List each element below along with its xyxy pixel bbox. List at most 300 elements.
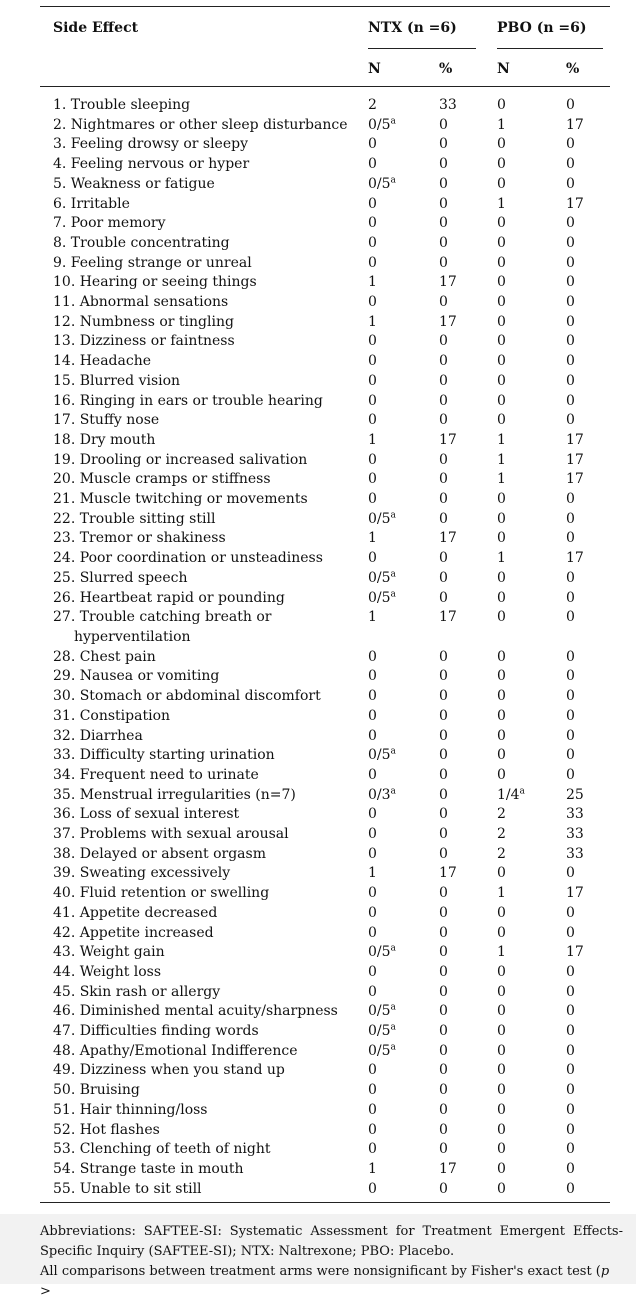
ntx-n-value bbox=[368, 904, 377, 924]
ntx-n-value bbox=[368, 884, 377, 904]
side-effect-label: 14. Headache bbox=[53, 353, 152, 370]
ntx-n-value bbox=[368, 293, 377, 313]
pbo-n-value bbox=[497, 293, 506, 313]
ntx-pct-value bbox=[439, 529, 457, 549]
ntx-pct-value bbox=[439, 1180, 448, 1200]
side-effect-name bbox=[53, 372, 353, 392]
pbo-pct-value-text: 17 bbox=[566, 451, 584, 468]
ntx-n-value bbox=[368, 1042, 396, 1062]
ntx-pct-value bbox=[439, 1081, 448, 1101]
ntx-n-value bbox=[368, 608, 377, 628]
ntx-n-value bbox=[368, 707, 377, 727]
side-effect-name bbox=[53, 155, 353, 175]
side-effect-label: 44. Weight loss bbox=[53, 963, 162, 980]
side-effect-label: 55. Unable to sit still bbox=[53, 1180, 202, 1197]
ntx-n-value-text: 0/5 bbox=[368, 589, 391, 606]
ntx-n-value-text: 0 bbox=[368, 451, 377, 468]
header-pbo-n: N bbox=[497, 61, 510, 77]
pbo-pct-value-text: 0 bbox=[566, 254, 575, 271]
ntx-pct-value bbox=[439, 549, 448, 569]
ntx-pct-value-text: 0 bbox=[439, 451, 448, 468]
pbo-n-value-text: 1 bbox=[497, 885, 506, 902]
pbo-n-value-text: 0 bbox=[497, 904, 506, 921]
footnote-marker: a bbox=[390, 1002, 396, 1013]
footnote-p-symbol: p bbox=[600, 1264, 610, 1279]
side-effect-label: 15. Blurred vision bbox=[53, 372, 181, 389]
ntx-pct-value-text: 0 bbox=[439, 1062, 448, 1079]
pbo-pct-value bbox=[566, 766, 575, 786]
side-effect-name bbox=[53, 589, 353, 609]
side-effect-name bbox=[53, 569, 353, 589]
footnote-area bbox=[0, 1214, 636, 1299]
ntx-n-value bbox=[368, 392, 377, 412]
table-row bbox=[0, 648, 636, 668]
ntx-pct-value bbox=[439, 352, 448, 372]
footnote-line-2: Specific Inquiry (SAFTEE-SI); NTX: Naltrexone; PBO: Placebo. bbox=[40, 1244, 455, 1259]
ntx-pct-value-text: 0 bbox=[439, 944, 448, 961]
ntx-n-value-text: 0 bbox=[368, 294, 377, 311]
pbo-n-value-text: 1 bbox=[497, 195, 506, 212]
pbo-n-value bbox=[497, 766, 506, 786]
pbo-n-value-text: 0 bbox=[497, 1101, 506, 1118]
ntx-n-value-text: 0 bbox=[368, 392, 377, 409]
ntx-pct-value bbox=[439, 805, 448, 825]
ntx-n-value bbox=[368, 1101, 377, 1121]
side-effect-name bbox=[53, 1081, 353, 1101]
table-row bbox=[0, 904, 636, 924]
ntx-n-value bbox=[368, 589, 396, 609]
header-ntx: NTX (n =6) bbox=[368, 20, 457, 36]
side-effect-label: 28. Chest pain bbox=[53, 648, 156, 665]
ntx-n-value bbox=[368, 687, 377, 707]
ntx-pct-value-text: 0 bbox=[439, 116, 448, 133]
ntx-n-value bbox=[368, 648, 377, 668]
header-bottom-rule bbox=[40, 86, 610, 87]
ntx-pct-value bbox=[439, 786, 448, 806]
table-row bbox=[0, 529, 636, 549]
ntx-pct-value bbox=[439, 175, 448, 195]
pbo-n-value bbox=[497, 924, 506, 944]
pbo-pct-value bbox=[566, 470, 584, 490]
side-effect-name bbox=[53, 431, 353, 451]
pbo-pct-value-text: 0 bbox=[566, 924, 575, 941]
pbo-n-value bbox=[497, 786, 525, 806]
ntx-n-value bbox=[368, 431, 377, 451]
pbo-pct-value-text: 17 bbox=[566, 885, 584, 902]
side-effect-label: 48. Apathy/Emotional Indifference bbox=[53, 1042, 298, 1059]
pbo-pct-value-text: 0 bbox=[566, 688, 575, 705]
pbo-n-value bbox=[497, 727, 506, 747]
table-row bbox=[0, 1081, 636, 1101]
ntx-pct-value bbox=[439, 825, 448, 845]
ntx-pct-value-text: 0 bbox=[439, 392, 448, 409]
side-effect-label: 19. Drooling or increased salivation bbox=[53, 451, 308, 468]
ntx-n-value-text: 0/5 bbox=[368, 510, 391, 527]
pbo-pct-value bbox=[566, 983, 575, 1003]
ntx-pct-value-text: 0 bbox=[439, 845, 448, 862]
table-row bbox=[0, 687, 636, 707]
footnote-marker: a bbox=[390, 510, 396, 521]
header-ntx-n: N bbox=[368, 61, 381, 77]
ntx-pct-value bbox=[439, 313, 457, 333]
ntx-pct-value-text: 17 bbox=[439, 609, 457, 626]
pbo-pct-value bbox=[566, 372, 575, 392]
pbo-pct-value bbox=[566, 490, 575, 510]
side-effect-name bbox=[53, 510, 353, 530]
ntx-pct-value bbox=[439, 135, 448, 155]
pbo-pct-value-text: 0 bbox=[566, 983, 575, 1000]
side-effect-label: 13. Dizziness or faintness bbox=[53, 333, 235, 350]
ntx-n-value-text: 0/5 bbox=[368, 116, 391, 133]
side-effect-name bbox=[53, 727, 353, 747]
ntx-n-value-text: 0 bbox=[368, 333, 377, 350]
ntx-n-value-text: 0 bbox=[368, 1062, 377, 1079]
ntx-pct-value bbox=[439, 569, 448, 589]
ntx-n-value bbox=[368, 1121, 377, 1141]
pbo-n-value bbox=[497, 392, 506, 412]
side-effect-name bbox=[53, 293, 353, 313]
pbo-n-value bbox=[497, 313, 506, 333]
ntx-pct-value-text: 0 bbox=[439, 707, 448, 724]
pbo-n-value-text: 0 bbox=[497, 1042, 506, 1059]
pbo-n-value bbox=[497, 411, 506, 431]
side-effect-label: 8. Trouble concentrating bbox=[53, 234, 230, 251]
ntx-pct-value-text: 0 bbox=[439, 786, 448, 803]
side-effect-label: 6. Irritable bbox=[53, 195, 130, 212]
pbo-pct-value-text: 0 bbox=[566, 707, 575, 724]
ntx-n-value-text: 0/5 bbox=[368, 1003, 391, 1020]
ntx-n-value bbox=[368, 96, 377, 116]
ntx-pct-value bbox=[439, 924, 448, 944]
ntx-n-value bbox=[368, 352, 377, 372]
pbo-n-value-text: 0 bbox=[497, 1003, 506, 1020]
pbo-pct-value bbox=[566, 1180, 575, 1200]
ntx-pct-value-text: 0 bbox=[439, 1180, 448, 1197]
ntx-n-value bbox=[368, 983, 377, 1003]
pbo-pct-value-text: 33 bbox=[566, 845, 584, 862]
ntx-pct-value bbox=[439, 490, 448, 510]
side-effect-name bbox=[53, 983, 353, 1003]
pbo-pct-value-text: 0 bbox=[566, 766, 575, 783]
ntx-pct-value bbox=[439, 589, 448, 609]
ntx-n-value-text: 0 bbox=[368, 688, 377, 705]
ntx-n-value-text: 0/5 bbox=[368, 1023, 391, 1040]
side-effect-label: 17. Stuffy nose bbox=[53, 412, 160, 429]
table-row bbox=[0, 766, 636, 786]
side-effect-label: 7. Poor memory bbox=[53, 215, 166, 232]
footnote-marker: a bbox=[390, 1022, 396, 1033]
side-effect-name bbox=[53, 707, 353, 727]
ntx-n-value-text: 0 bbox=[368, 412, 377, 429]
ntx-pct-value bbox=[439, 884, 448, 904]
pbo-n-value-text: 0 bbox=[497, 392, 506, 409]
ntx-n-value bbox=[368, 924, 377, 944]
ntx-pct-value bbox=[439, 293, 448, 313]
pbo-pct-value-text: 0 bbox=[566, 274, 575, 291]
table-row bbox=[0, 451, 636, 471]
side-effect-label: 43. Weight gain bbox=[53, 944, 165, 961]
table-row bbox=[0, 1042, 636, 1062]
pbo-group-rule bbox=[497, 48, 603, 49]
pbo-n-value bbox=[497, 195, 506, 215]
side-effect-label: 34. Frequent need to urinate bbox=[53, 766, 259, 783]
side-effect-label: 20. Muscle cramps or stiffness bbox=[53, 471, 271, 488]
table-row bbox=[0, 1180, 636, 1200]
ntx-n-value-text: 0 bbox=[368, 353, 377, 370]
pbo-n-value-text: 1 bbox=[497, 431, 506, 448]
ntx-n-value-text: 0 bbox=[368, 885, 377, 902]
pbo-n-value-text: 0 bbox=[497, 1023, 506, 1040]
pbo-pct-value-text: 0 bbox=[566, 136, 575, 153]
pbo-pct-value bbox=[566, 175, 575, 195]
pbo-n-value-text: 0 bbox=[497, 727, 506, 744]
ntx-pct-value-text: 17 bbox=[439, 530, 457, 547]
ntx-n-value bbox=[368, 490, 377, 510]
pbo-n-value bbox=[497, 490, 506, 510]
ntx-pct-value-text: 0 bbox=[439, 471, 448, 488]
pbo-pct-value-text: 25 bbox=[566, 786, 584, 803]
pbo-pct-value bbox=[566, 135, 575, 155]
ntx-n-value-text: 0 bbox=[368, 826, 377, 843]
ntx-group-rule bbox=[368, 48, 476, 49]
table-row bbox=[0, 214, 636, 234]
ntx-n-value-text: 0 bbox=[368, 1101, 377, 1118]
ntx-n-value bbox=[368, 175, 396, 195]
side-effect-name bbox=[53, 1140, 353, 1160]
pbo-n-value-text: 0 bbox=[497, 963, 506, 980]
table-row bbox=[0, 746, 636, 766]
pbo-n-value bbox=[497, 943, 506, 963]
pbo-n-value bbox=[497, 1101, 506, 1121]
side-effect-label: 41. Appetite decreased bbox=[53, 904, 218, 921]
footnote-marker: a bbox=[390, 785, 396, 796]
pbo-pct-value-text: 0 bbox=[566, 589, 575, 606]
pbo-pct-value-text: 0 bbox=[566, 1042, 575, 1059]
side-effect-name bbox=[53, 332, 353, 352]
side-effect-name bbox=[53, 608, 353, 647]
pbo-n-value bbox=[497, 864, 506, 884]
side-effect-name bbox=[53, 963, 353, 983]
ntx-n-value-text: 0/5 bbox=[368, 747, 391, 764]
pbo-n-value-text: 0 bbox=[497, 569, 506, 586]
pbo-pct-value bbox=[566, 864, 575, 884]
pbo-n-value-text: 1 bbox=[497, 471, 506, 488]
side-effect-name bbox=[53, 805, 353, 825]
pbo-pct-value bbox=[566, 529, 575, 549]
pbo-pct-value bbox=[566, 392, 575, 412]
ntx-pct-value-text: 0 bbox=[439, 963, 448, 980]
side-effect-name bbox=[53, 904, 353, 924]
side-effect-name bbox=[53, 1121, 353, 1141]
ntx-n-value-text: 1 bbox=[368, 431, 377, 448]
ntx-n-value bbox=[368, 963, 377, 983]
pbo-pct-value-text: 0 bbox=[566, 865, 575, 882]
side-effect-label: 32. Diarrhea bbox=[53, 727, 143, 744]
side-effect-label: 16. Ringing in ears or trouble hearing bbox=[53, 392, 323, 409]
ntx-n-value bbox=[368, 825, 377, 845]
pbo-n-value bbox=[497, 214, 506, 234]
pbo-pct-value bbox=[566, 845, 584, 865]
ntx-pct-value bbox=[439, 392, 448, 412]
pbo-pct-value-text: 0 bbox=[566, 668, 575, 685]
pbo-pct-value-text: 0 bbox=[566, 97, 575, 113]
pbo-n-value bbox=[497, 983, 506, 1003]
ntx-n-value bbox=[368, 845, 377, 865]
pbo-pct-value-text: 0 bbox=[566, 491, 575, 508]
side-effect-name bbox=[53, 352, 353, 372]
ntx-pct-value bbox=[439, 1042, 448, 1062]
pbo-pct-value-text: 0 bbox=[566, 412, 575, 429]
ntx-n-value-text: 0/3 bbox=[368, 786, 391, 803]
pbo-n-value bbox=[497, 135, 506, 155]
pbo-pct-value bbox=[566, 234, 575, 254]
side-effect-name bbox=[53, 411, 353, 431]
ntx-pct-value bbox=[439, 451, 448, 471]
pbo-pct-value bbox=[566, 332, 575, 352]
footnote-marker: a bbox=[390, 116, 396, 127]
side-effect-label: 24. Poor coordination or unsteadiness bbox=[53, 550, 323, 567]
ntx-n-value bbox=[368, 727, 377, 747]
table-row bbox=[0, 667, 636, 687]
table-row bbox=[0, 1022, 636, 1042]
table-row bbox=[0, 1101, 636, 1121]
table-row bbox=[0, 963, 636, 983]
footnote-marker: a bbox=[390, 569, 396, 580]
pbo-n-value-text: 2 bbox=[497, 826, 506, 843]
pbo-n-value bbox=[497, 116, 506, 136]
side-effect-label: 11. Abnormal sensations bbox=[53, 294, 229, 311]
pbo-n-value bbox=[497, 549, 506, 569]
table-row bbox=[0, 805, 636, 825]
ntx-pct-value-text: 0 bbox=[439, 491, 448, 508]
ntx-pct-value-text: 33 bbox=[439, 97, 457, 113]
pbo-pct-value bbox=[566, 963, 575, 983]
pbo-n-value-text: 0 bbox=[497, 1082, 506, 1099]
pbo-pct-value bbox=[566, 411, 575, 431]
pbo-n-value-text: 0 bbox=[497, 215, 506, 232]
ntx-n-value-text: 1 bbox=[368, 313, 377, 330]
pbo-pct-value bbox=[566, 707, 575, 727]
pbo-n-value bbox=[497, 1022, 506, 1042]
pbo-n-value bbox=[497, 687, 506, 707]
ntx-n-value-text: 0 bbox=[368, 1121, 377, 1138]
side-effect-name bbox=[53, 470, 353, 490]
pbo-pct-value bbox=[566, 1061, 575, 1081]
table-row bbox=[0, 924, 636, 944]
side-effect-label: 52. Hot flashes bbox=[53, 1121, 160, 1138]
ntx-pct-value bbox=[439, 195, 448, 215]
side-effect-name bbox=[53, 1061, 353, 1081]
ntx-n-value bbox=[368, 313, 377, 333]
table-row bbox=[0, 392, 636, 412]
header-pbo-pct: % bbox=[566, 61, 580, 77]
pbo-n-value-text: 0 bbox=[497, 1180, 506, 1197]
side-effect-name bbox=[53, 845, 353, 865]
ntx-n-value bbox=[368, 529, 377, 549]
pbo-pct-value bbox=[566, 254, 575, 274]
pbo-pct-value bbox=[566, 943, 584, 963]
ntx-pct-value-text: 0 bbox=[439, 688, 448, 705]
pbo-pct-value-text: 0 bbox=[566, 1141, 575, 1158]
side-effect-name bbox=[53, 648, 353, 668]
ntx-n-value bbox=[368, 155, 377, 175]
pbo-n-value bbox=[497, 1121, 506, 1141]
pbo-pct-value bbox=[566, 667, 575, 687]
pbo-pct-value-text: 33 bbox=[566, 826, 584, 843]
pbo-pct-value-text: 0 bbox=[566, 1062, 575, 1079]
pbo-n-value bbox=[497, 746, 506, 766]
pbo-pct-value-text: 17 bbox=[566, 550, 584, 567]
side-effect-label: 35. Menstrual irregularities (n=7) bbox=[53, 786, 296, 803]
pbo-n-value bbox=[497, 608, 506, 628]
side-effect-label: 50. Bruising bbox=[53, 1082, 140, 1099]
pbo-n-value-text: 0 bbox=[497, 156, 506, 173]
ntx-n-value-text: 0 bbox=[368, 215, 377, 232]
pbo-pct-value bbox=[566, 352, 575, 372]
ntx-pct-value-text: 0 bbox=[439, 156, 448, 173]
footnote-marker: a bbox=[390, 588, 396, 599]
ntx-pct-value-text: 0 bbox=[439, 747, 448, 764]
pbo-n-value bbox=[497, 254, 506, 274]
ntx-pct-value bbox=[439, 608, 457, 628]
pbo-n-value-text: 0 bbox=[497, 491, 506, 508]
pbo-n-value bbox=[497, 332, 506, 352]
ntx-pct-value-text: 0 bbox=[439, 885, 448, 902]
ntx-pct-value-text: 17 bbox=[439, 274, 457, 291]
side-effect-table bbox=[0, 96, 636, 1199]
ntx-pct-value-text: 17 bbox=[439, 865, 457, 882]
pbo-n-value-text: 0 bbox=[497, 747, 506, 764]
ntx-n-value-text: 0 bbox=[368, 648, 377, 665]
ntx-n-value bbox=[368, 135, 377, 155]
ntx-n-value-text: 0 bbox=[368, 234, 377, 251]
ntx-pct-value-text: 0 bbox=[439, 510, 448, 527]
side-effect-label: 49. Dizziness when you stand up bbox=[53, 1062, 285, 1079]
side-effect-name bbox=[53, 1180, 353, 1200]
side-effect-label: 36. Loss of sexual interest bbox=[53, 806, 240, 823]
ntx-pct-value-text: 0 bbox=[439, 550, 448, 567]
side-effect-name bbox=[53, 1160, 353, 1180]
side-effect-name bbox=[53, 687, 353, 707]
side-effect-label: 29. Nausea or vomiting bbox=[53, 668, 220, 685]
side-effect-name bbox=[53, 490, 353, 510]
ntx-n-value bbox=[368, 864, 377, 884]
table-row bbox=[0, 943, 636, 963]
side-effect-label: 39. Sweating excessively bbox=[53, 865, 231, 882]
side-effect-label: 31. Constipation bbox=[53, 707, 171, 724]
pbo-n-value bbox=[497, 825, 506, 845]
side-effect-name bbox=[53, 825, 353, 845]
ntx-pct-value bbox=[439, 155, 448, 175]
ntx-pct-value-text: 0 bbox=[439, 234, 448, 251]
ntx-n-value-text: 1 bbox=[368, 1160, 377, 1177]
ntx-pct-value bbox=[439, 667, 448, 687]
pbo-pct-value bbox=[566, 1160, 575, 1180]
side-effect-name bbox=[53, 234, 353, 254]
footnote-marker: a bbox=[390, 746, 396, 757]
pbo-n-value-text: 0 bbox=[497, 609, 506, 626]
ntx-n-value bbox=[368, 667, 377, 687]
ntx-pct-value-text: 0 bbox=[439, 1101, 448, 1118]
pbo-pct-value bbox=[566, 1121, 575, 1141]
pbo-pct-value-text: 0 bbox=[566, 1180, 575, 1197]
ntx-pct-value-text: 0 bbox=[439, 924, 448, 941]
top-rule bbox=[40, 6, 610, 7]
pbo-n-value bbox=[497, 372, 506, 392]
pbo-pct-value bbox=[566, 727, 575, 747]
pbo-n-value bbox=[497, 273, 506, 293]
ntx-pct-value bbox=[439, 727, 448, 747]
